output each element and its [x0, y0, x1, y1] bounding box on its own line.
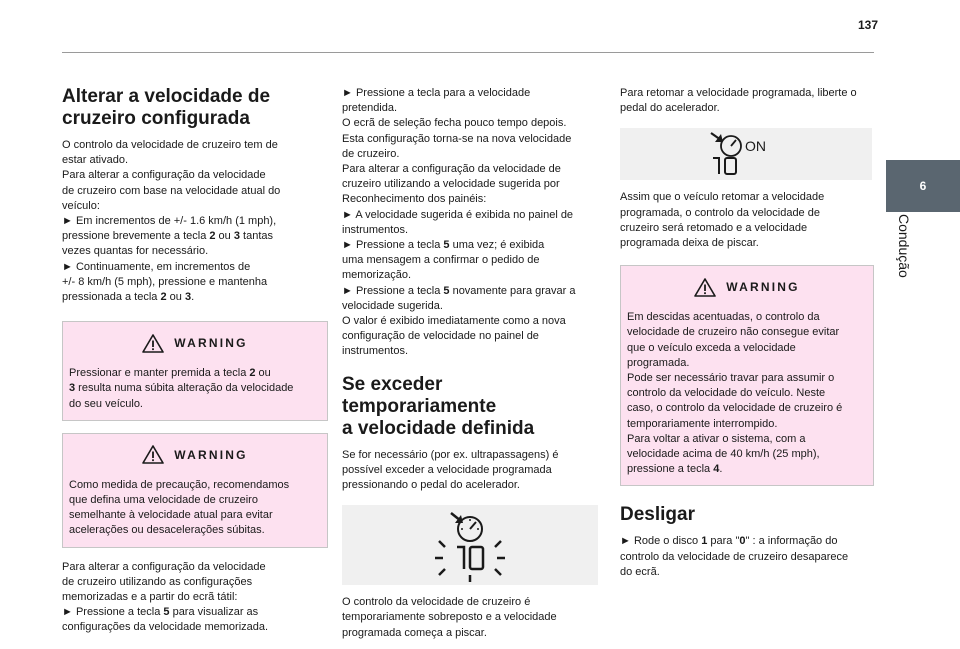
- section-title-desligar: Desligar: [620, 504, 695, 526]
- section-title-alterar: Alterar a velocidade de cruzeiro configurada: [62, 86, 271, 129]
- section-title-exceder: Se exceder temporariamente a velocidade definida: [342, 373, 535, 439]
- on-label: ON: [745, 138, 766, 155]
- warning-triangle-icon: [142, 445, 164, 464]
- warning-title: WARNING: [726, 280, 800, 295]
- figure-speed-on: [620, 128, 872, 180]
- paragraph-intro: O controlo da velocidade de cruzeiro tem de estar ativado. Para alterar a configuração da velocidade de cruzeiro com base na velocidade atual do veículo: ► Em incrementos de +/- 1.6 km/h (1 mph), pressione brevemente a tecla 2 ou 3 tantas vezes quantas for necessário. ► Continuamente, em incrementos de +/- 8 km/h (5 mph), pressione e mantenha pressionada a tecla 2 ou 3.: [62, 139, 281, 304]
- warning-triangle-icon: [694, 278, 716, 297]
- figure-caption: O controlo da velocidade de cruzeiro é temporariamente sobreposto e a velocidade programada começa a piscar.: [342, 596, 557, 639]
- figure-speed-blink: [342, 505, 598, 585]
- paragraph-select-speed: ► Pressione a tecla para a velocidade pretendida. O ecrã de seleção fecha pouco tempo depois. Esta configuração torna-se na nova velocidade de cruzeiro. Para alterar a configuração da velocidade de cruzeiro utilizando a velocidade sugerida por Reconhecimento dos painéis: ► A velocidade sugerida é exibida no painel de instrumentos. ► Pressione a tecla 5 uma vez; é exibida uma mensagem a confirmar o pedido de memorização. ► Pressione a tecla 5 novamente para gravar a velocidade sugerida. O valor é exibido imediatamente como a nova configuração de velocidade no painel de instrumentos.: [342, 87, 576, 358]
- left-column: [62, 86, 328, 636]
- warning-box-1: WARNING Pressionar e manter premida a tecla 2 ou 3 resulta numa súbita alteração da velocidade do seu veículo.: [62, 321, 328, 421]
- paragraph-retomar: Para retomar a velocidade programada, liberte o pedal do acelerador.: [620, 87, 857, 115]
- cruise-control-blinking-icon: [425, 507, 515, 583]
- paragraph-memorized: Para alterar a configuração da velocidade de cruzeiro utilizando as configurações memorizadas e a partir do ecrã tátil: ► Pressione a tecla 5 para visualizar as configurações da velocidade memorizada.: [62, 560, 269, 634]
- warning-title: WARNING: [174, 336, 248, 351]
- cruise-control-on-icon: [701, 131, 791, 177]
- chapter-label: Condução: [896, 214, 912, 278]
- warning-title: WARNING: [174, 447, 248, 462]
- paragraph-desligar: ► Rode o disco 1 para "0" : a informação do controlo da velocidade de cruzeiro desaparece do ecrã.: [620, 535, 849, 578]
- header-rule: [62, 52, 874, 53]
- page-number: 137: [858, 18, 879, 32]
- middle-column: [342, 86, 600, 641]
- paragraph-exceder: Se for necessário (por ex. ultrapassagens) é possível exceder a velocidade programada pressionando o pedal do acelerador.: [342, 448, 559, 492]
- warning-box-3: WARNING Em descidas acentuadas, o controlo da velocidade de cruzeiro não consegue evitar que o veículo exceda a velocidade programada. Pode ser necessário travar para assumir o controlo da velocidade do veículo. Neste caso, o controlo da velocidade de cruzeiro é temporariamente interrompido. Para voltar a ativar o sistema, com a velocidade acima de 40 km/h (25 mph), pressione a tecla 4.: [620, 265, 874, 486]
- chapter-tab[interactable]: 6: [886, 160, 960, 212]
- warning-triangle-icon: [142, 334, 164, 353]
- paragraph-resumed: Assim que o veículo retomar a velocidade programada, o controlo da velocidade de cruzeiro será retomado e a velocidade programada deixa de piscar.: [620, 191, 825, 250]
- warning-box-2: WARNING Como medida de precaução, recomendamos que defina uma velocidade de cruzeiro semelhante à velocidade atual para evitar acelerações ou desacelerações súbitas.: [62, 433, 328, 548]
- right-column: [620, 86, 874, 580]
